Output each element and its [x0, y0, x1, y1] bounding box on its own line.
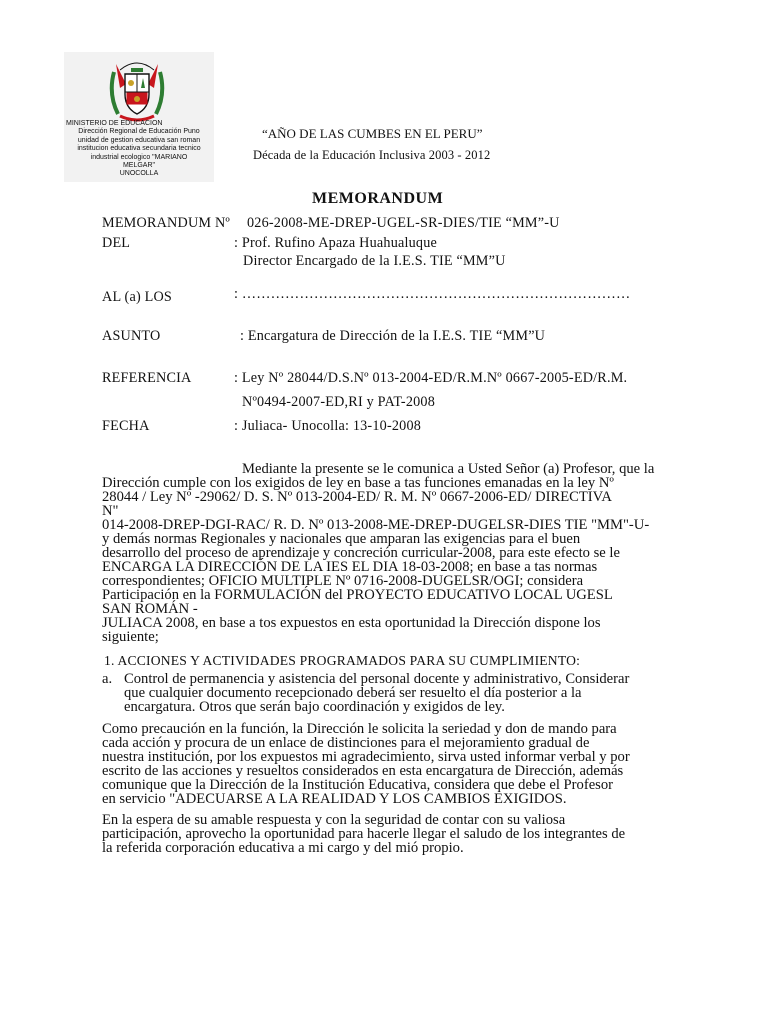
from-role: Director Encargado de la I.E.S. TIE “MM”U [243, 253, 506, 269]
body-line: Como precaución en la función, la Dirección le solicita la seriedad y don de mando para [102, 721, 617, 737]
body-line: la referida corporación educativa a mi cargo y del mió propio. [102, 840, 464, 856]
decade-title: Década de la Educación Inclusiva 2003 - 2012 [253, 148, 491, 162]
body-line: Dirección cumple con los exigidos de ley en base a tas funciones emanadas en la ley Nº [102, 475, 614, 491]
body-line: SAN ROMÁN - [102, 601, 198, 617]
from-label: DEL [102, 235, 131, 251]
body-line: y demás normas Regionales y nacionales que amparan las exigencias para el buen [102, 531, 581, 547]
body-line: cada acción y procura de un enlace de distinciones para el mejoramiento gradual de [102, 735, 590, 751]
institution-logo-block [64, 52, 214, 182]
body-line: 28044 / Ley Nº -29062/ D. S. Nº 013-2004-ED/ R. M. Nº 0667-2006-ED/ DIRECTIVA [102, 489, 612, 505]
body-line: que cualquier documento recepcionado deberá ser resuelto el día posterior a la [124, 685, 582, 701]
body-line: JULIACA 2008, en base a tos expuestos en esta oportunidad la Dirección dispone los [102, 615, 601, 631]
memo-number-value: 026-2008-ME-DREP-UGEL-SR-DIES/TIE “MM”-U [247, 215, 560, 231]
from-value: : Prof. Rufino Apaza Huahualuque [234, 235, 438, 251]
org-line: industrial ecologico "MARIANO [90, 153, 188, 161]
list-item-a [102, 672, 664, 714]
reference-value-continued: Nº0494-2007-ED,RI y PAT-2008 [242, 394, 435, 410]
list-item-marker: a. [102, 671, 113, 687]
body-line: siguiente; [102, 629, 159, 645]
body-paragraph-3 [102, 813, 662, 855]
subject-value: : Encargatura de Dirección de la I.E.S. TIE “MM”U [240, 328, 546, 344]
body-line: En la espera de su amable respuesta y con la seguridad de contar con su valiosa [102, 812, 566, 828]
peru-coat-of-arms-icon [106, 54, 168, 122]
date-label: FECHA [102, 418, 150, 434]
year-title: “AÑO DE LAS CUMBES EN EL PERU” [262, 126, 483, 141]
reference-label: REFERENCIA [102, 370, 192, 386]
body-line: participación, aprovecho la oportunidad para hacerle llegar el saludo de los integrantes de [102, 826, 626, 842]
body-line: 014-2008-DREP-DGI-RAC/ R. D. Nº 013-2008-ME-DREP-DUGELSR-DIES TIE "MM"-U- [102, 517, 650, 533]
body-paragraph-1 [102, 462, 662, 644]
date-value: : Juliaca- Unocolla: 13-10-2008 [234, 418, 422, 434]
body-line: nuestra institución, por los expuestos mi agradecimiento, sirva usted informar verbal y por [102, 749, 630, 765]
body-line: correspondientes; OFICIO MULTIPLE Nº 0716-2008-DUGELSR/OGI; considera [102, 573, 584, 589]
section-heading-1: 1. ACCIONES Y ACTIVIDADES PROGRAMADOS PARA SU CUMPLIMIENTO: [104, 653, 581, 668]
body-line: desarrollo del proceso de aprendizaje y concreción curricular-2008, para este efecto se le [102, 545, 620, 561]
org-line: MINISTERIO DE EDUCACION [66, 120, 163, 127]
body-line: escrito de las acciones y resueltos considerados en esta encargatura de Dirección, además [102, 763, 624, 779]
body-line: comunique que la Dirección de la Institución Educativa, considera que debe el Profesor [102, 777, 614, 793]
body-line: Participación en la FORMULACIÓN del PROYECTO EDUCATIVO LOCAL UGESL [102, 587, 613, 603]
org-line: Dirección Regional de Educación Puno [78, 128, 200, 136]
body-line: encargatura. Otros que serán bajo coordinación y exigidos de ley. [124, 699, 505, 715]
to-label: AL (a) LOS [102, 289, 173, 305]
org-line: unidad de gestion educativa san roman [77, 136, 201, 144]
org-line: institucion educativa secundaria tecnico [77, 145, 201, 153]
org-line: MELGAR" [122, 162, 156, 170]
memo-number-label: MEMORANDUM Nº [102, 215, 230, 231]
memo-title: MEMORANDUM [312, 190, 444, 207]
to-value: : ……………………………………………………………………… [234, 286, 631, 302]
body-line: N" [102, 503, 119, 519]
body-line: en servicio "ADECUARSE A LA REALIDAD Y LOS CAMBIOS EXIGIDOS. [102, 791, 567, 807]
body-line: Control de permanencia y asistencia del personal docente y administrativo, Considerar [124, 671, 630, 687]
subject-label: ASUNTO [102, 328, 161, 344]
reference-value: : Ley Nº 28044/D.S.Nº 013-2004-ED/R.M.Nº 0667-2005-ED/R.M. [234, 370, 628, 386]
body-paragraph-2 [102, 722, 662, 806]
org-line: UNOCOLLA [119, 170, 159, 178]
institution-name [64, 120, 214, 179]
body-line: Mediante la presente se le comunica a Usted Señor (a) Profesor, que la [242, 461, 655, 477]
body-line: ENCARGA LA DIRECCIÓN DE LA IES EL DIA 18-03-2008; en base a tas normas [102, 559, 598, 575]
